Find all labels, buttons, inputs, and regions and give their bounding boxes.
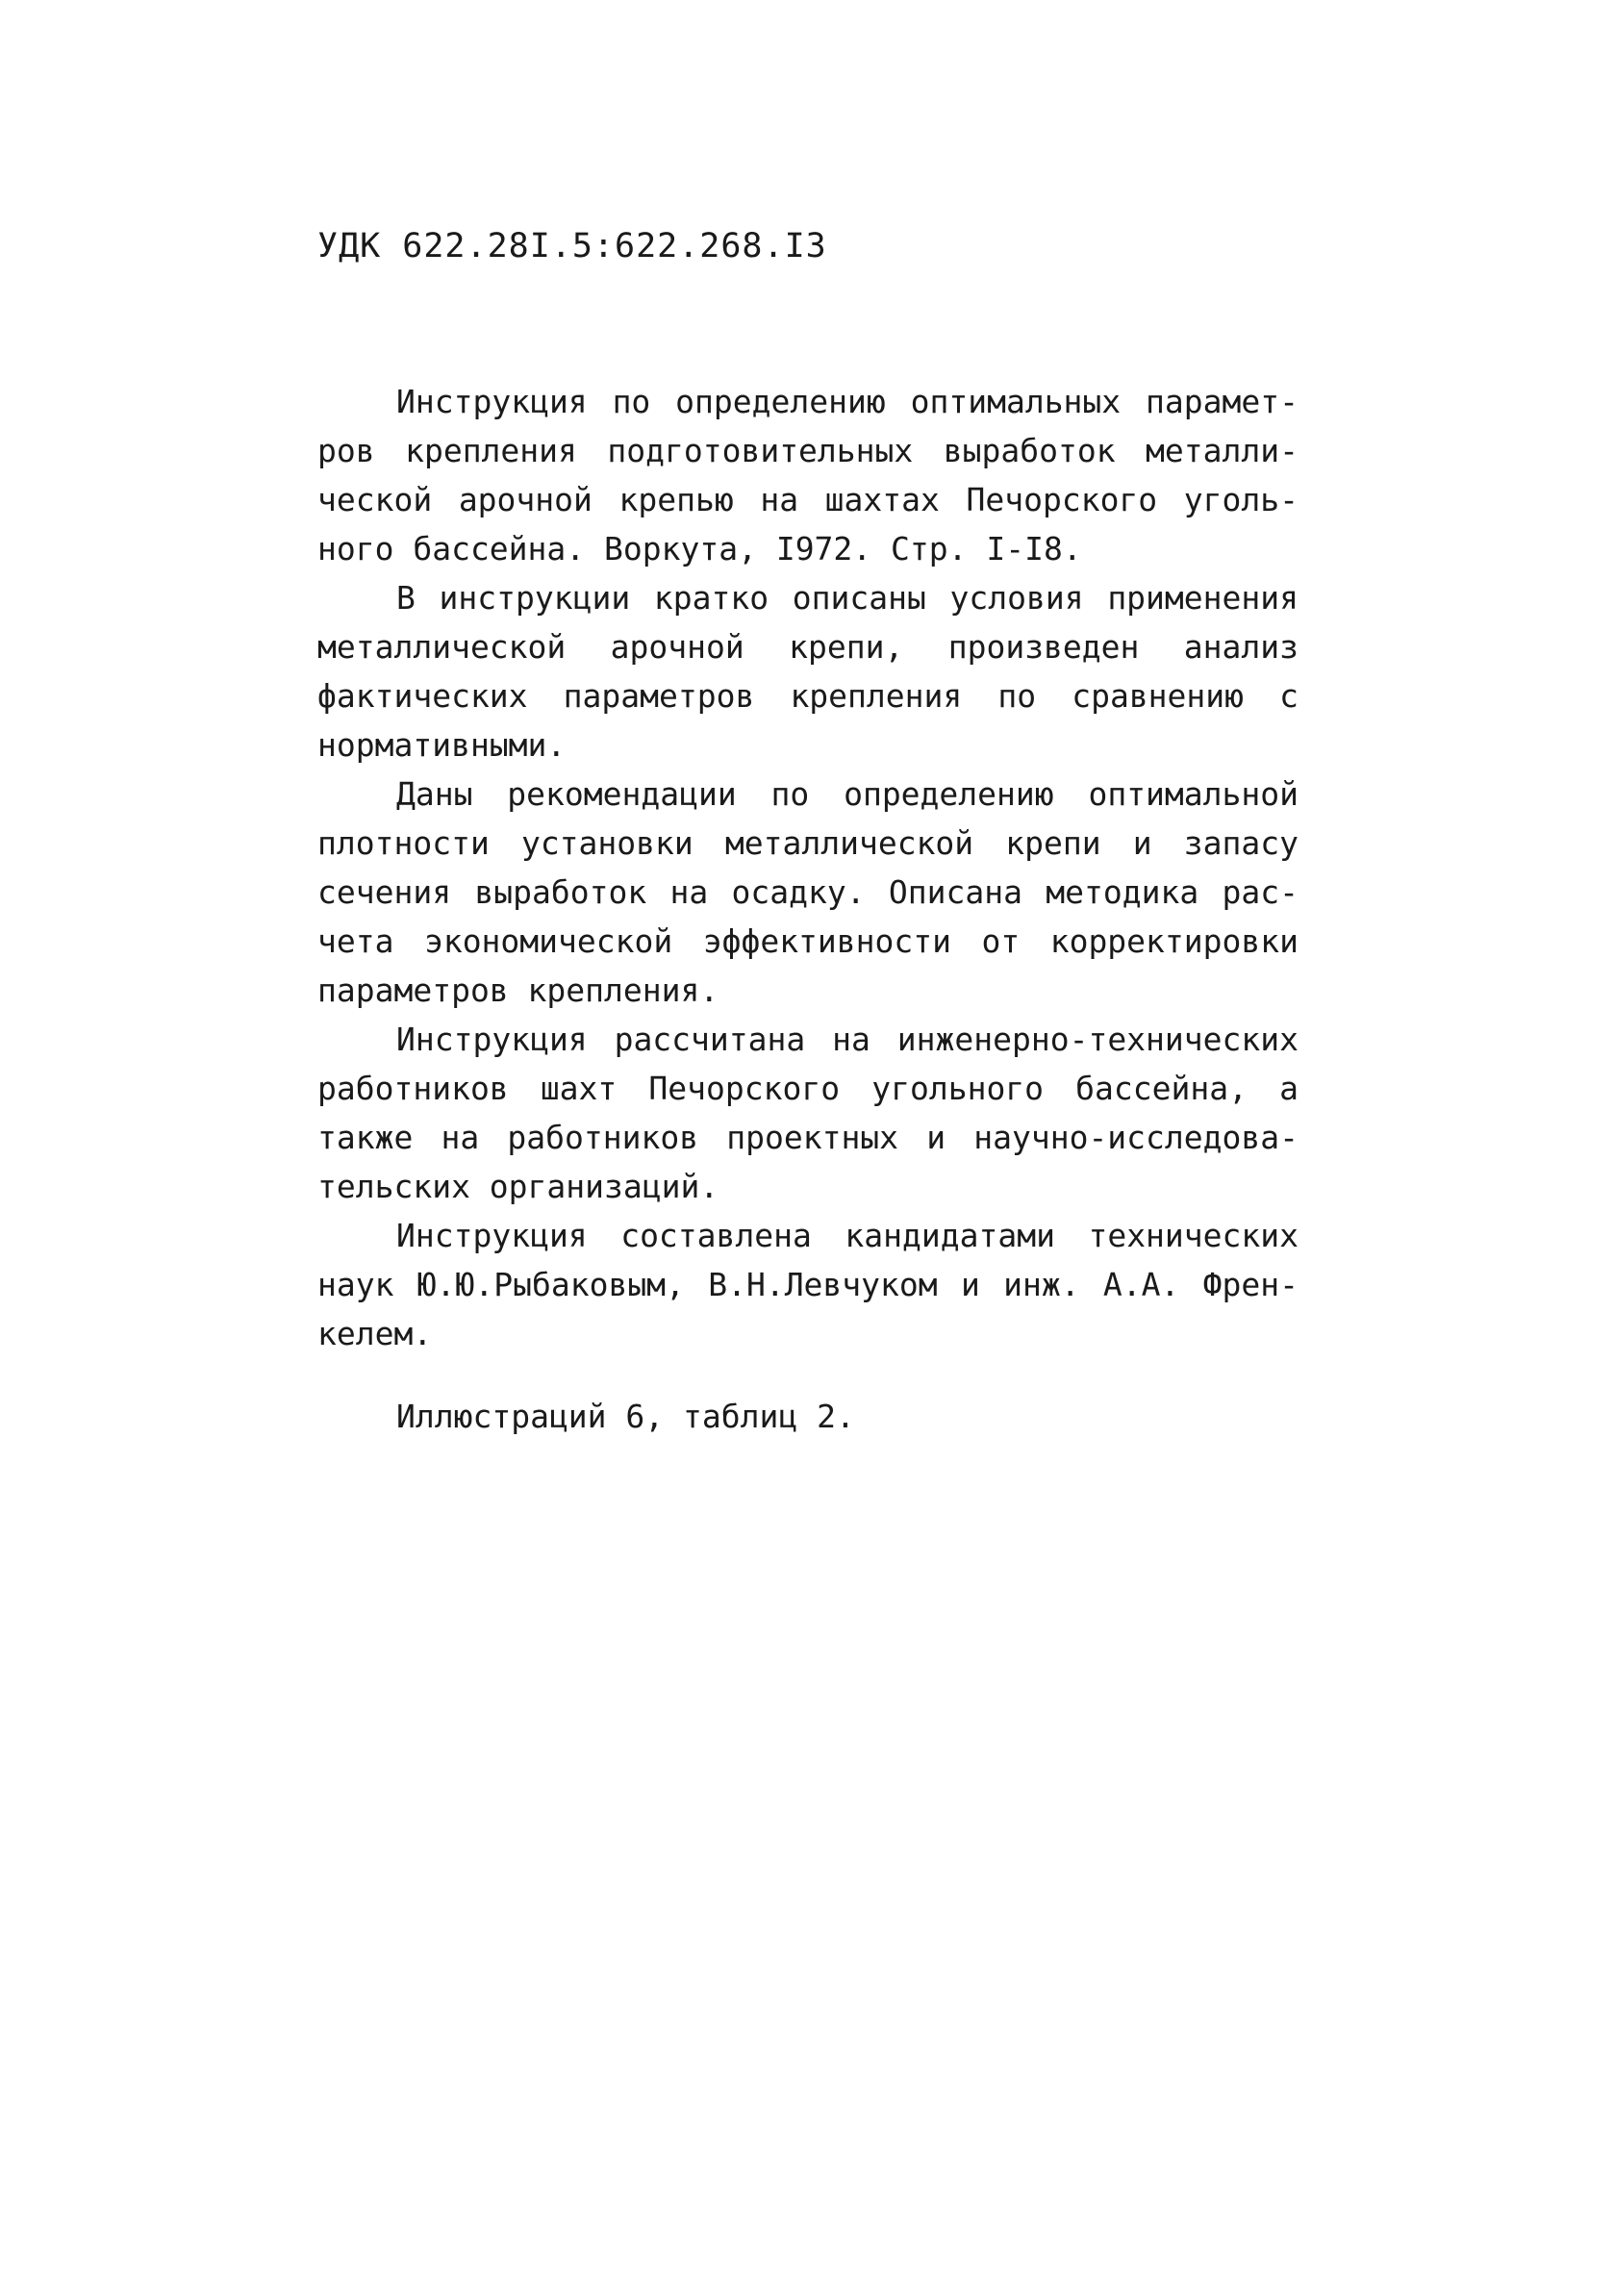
abstract-body [317,377,1299,1441]
text-line: ческой арочной крепью на шахтах Печорского уголь- [317,481,1299,518]
text-line: Инструкция по определению оптимальных парамет- [396,383,1299,420]
text-line: фактических параметров крепления по сравнению с [317,677,1299,715]
text-line: ров крепления подготовительных выработок металли- [317,432,1299,469]
text-line: чета экономической эффективности от корректировки [317,922,1299,960]
paragraph-audience [317,1015,1299,1211]
paragraph-recommendations [317,770,1299,1015]
text-line: работников шахт Печорского угольного бассейна, а [317,1070,1299,1107]
paragraph-conditions [317,573,1299,770]
text-line: Инструкция составлена кандидатами технических [396,1217,1299,1254]
paragraph-authors [317,1211,1299,1358]
paragraph-illustrations-count [317,1392,1299,1441]
text-line: ного бассейна. Воркута, I972. Стр. I-I8. [317,530,1082,568]
text-line: тельских организаций. [317,1168,719,1205]
text-line: келем. [317,1315,433,1352]
text-line: плотности установки металлической крепи и запасу [317,824,1299,862]
text-line: Даны рекомендации по определению оптимальной [396,775,1299,813]
paragraph-citation [317,377,1299,573]
text-line: также на работников проектных и научно-исследова- [317,1119,1299,1156]
text-line: параметров крепления. [317,971,719,1009]
text-line: Инструкция рассчитана на инженерно-технических [396,1021,1299,1058]
text-line: наук Ю.Ю.Рыбаковым, В.Н.Левчуком и инж. А.А. Френ- [317,1266,1299,1303]
text-line: В инструкции кратко описаны условия применения [396,579,1299,617]
udc-code: УДК 622.28I.5:622.268.I3 [317,227,827,265]
text-line: нормативными. [317,726,567,764]
text-line: металлической арочной крепи, произведен анализ [317,628,1299,666]
text-line: Иллюстраций 6, таблиц 2. [396,1398,855,1435]
text-line: сечения выработок на осадку. Описана методика рас- [317,873,1299,911]
